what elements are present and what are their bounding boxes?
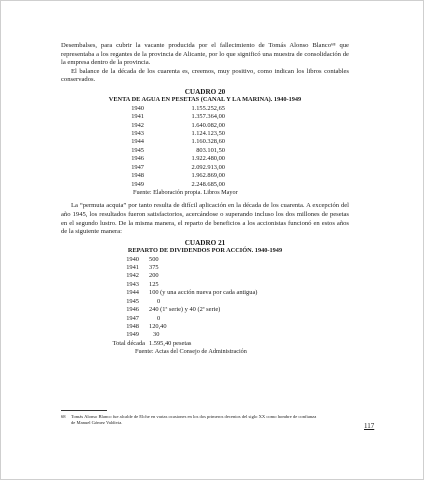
table-row: 1942 1.640.082,00 [131,121,225,129]
paragraph-1: Desembalses, para cubrir la vacante producida por el fallecimiento de Tomás Alonso Blanco⁶⁸ que representaba a los regantes de la provincia de Alicante, por lo que significó una muestra de consolidación de la empresa dentro de la provincia. [61,42,349,67]
table-row: 1949 30 [126,331,160,339]
table-row: 1945 803.101,50 [131,146,225,154]
cuadro-20-table [61,105,349,189]
cuadro-21-source: Fuente: Actas del Consejo de Administración [135,348,247,356]
table-row: 1943 125 [126,280,159,288]
table-row: 1944 1.160.328,60 [131,138,225,146]
table-row: 1949 2.248.685,00 [131,180,225,188]
table-row: 1943 1.124.123,50 [131,129,225,137]
footnote-number: 68 [61,414,66,419]
paragraph-2: El balance de la década de los cuarenta es, creemos, muy positivo, como indican los libros contables conservados. [61,67,349,84]
page-number: 117 [364,422,375,430]
table-row: 1941 375 [126,263,159,271]
table-row: 1948 1.962.869,00 [131,172,225,180]
cuadro-20-source: Fuente: Elaboración propia. Libros Mayor [133,189,238,197]
cuadro-21-subtitle: REPARTO DE DIVIDENDOS POR ACCIÓN. 1940-1949 [127,247,283,255]
table-row: 1947 0 [126,314,161,322]
footnote [61,414,317,426]
footnote-text: Tomás Alonso Blanco fue alcalde de Elche en varias ocasiones en los dos primeros decenios del siglo XX como hombre de confianza de Manuel Gómez Valdivia. [71,414,317,425]
table-total-row: Total década 1.595,40 pesetas [112,339,192,347]
table-row: 1947 2.092.913,00 [131,163,225,171]
table-row: 1946 240 (1ª serie) y 40 (2ª serie) [126,306,221,314]
table-row: 1940 500 [126,255,159,263]
table-row: 1944 100 (y una acción nueva por cada antigua) [126,289,258,297]
table-row: 1945 0 [126,297,161,305]
cuadro-20-subtitle: VENTA DE AGUA EN PESETAS (CANAL Y LA MARINA). 1940-1949 [108,96,302,104]
table-row: 1946 1.922.480,00 [131,155,225,163]
page-content [61,42,349,357]
table-row: 1948 120,40 [126,323,167,331]
footnote-separator [61,410,107,411]
cuadro-20-title: CUADRO 20 [184,87,226,96]
cuadro-21-title: CUADRO 21 [184,238,226,247]
paragraph-3: La “permuta acquia” por tanto resulta de difícil aplicación en la década de los cuarenta. A excepción del año 1945, los resultados fueron satisfactorios, acercándose o superando incluso los dos millones de pesetas en el segundo lustro. De la misma manera, el reparto de beneficios a los accionistas funcionó en estos años de la siguiente manera: [61,202,349,236]
table-row: 1941 1.357.364,00 [131,113,225,121]
table-row: 1940 1.155.252,65 [131,104,225,112]
cuadro-21-table [61,256,349,349]
table-row: 1942 200 [126,272,159,280]
